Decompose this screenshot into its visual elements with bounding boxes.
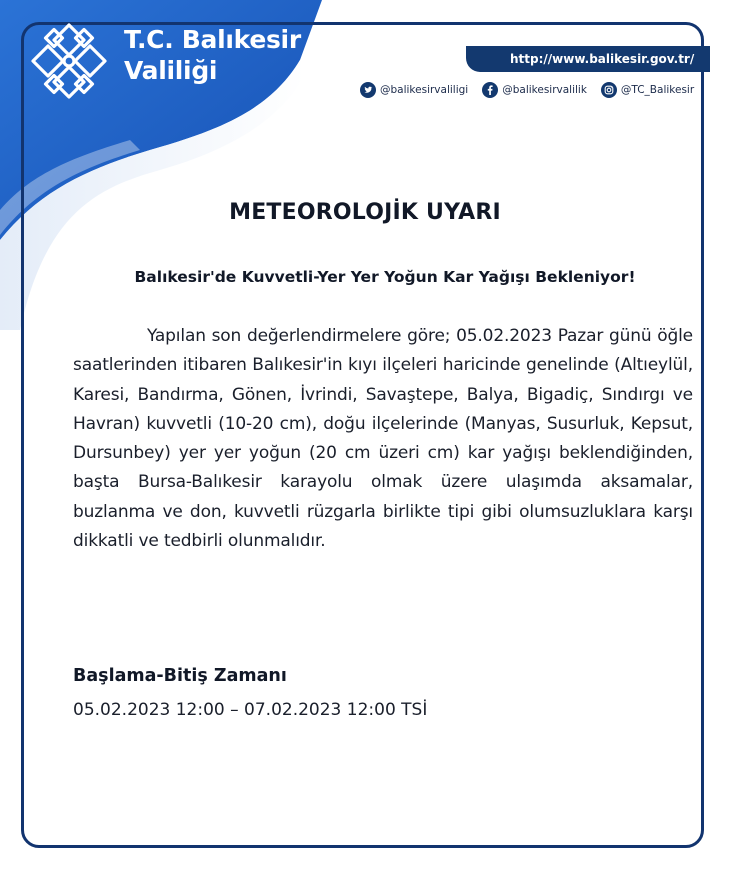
notice-subtitle: Balıkesir'de Kuvvetli-Yer Yer Yoğun Kar Yağışı Bekleniyor! xyxy=(134,268,636,286)
social-instagram[interactable] xyxy=(601,82,694,98)
timing-value: 05.02.2023 12:00 – 07.02.2023 12:00 TSİ xyxy=(73,700,428,720)
website-link[interactable]: http://www.balikesir.gov.tr/ xyxy=(466,46,710,72)
instagram-handle: @TC_Balikesir xyxy=(620,84,695,96)
twitter-icon xyxy=(360,82,376,98)
timing-label: Başlama-Bitiş Zamanı xyxy=(73,666,287,686)
brand-name xyxy=(124,24,301,86)
notice-body: Yapılan son değerlendirmelere göre; 05.02.2023 Pazar günü öğle saatlerinden itibaren Balıkesir'in kıyı ilçeleri haricinde genelinde (Altıeylül, Karesi, Bandırma, Gönen, İvrindi, Savaştepe, Balya, Bigadiç, Sındırgı ve Havran) kuvvetli (10-20 cm), doğu ilçelerinde (Manyas, Susurluk, Kepsut, Dursunbey) yer yer yoğun (20 cm üzeri cm) kar yağışı beklendiğinden, başta Bursa-Balıkesir karayolu olmak üzere ulaşımda aksamalar, buzlanma ve don, kuvvetli rüzgarla birlikte tipi gibi olumsuzluklara karşı dikkatli ve tedbirli olunmalıdır. xyxy=(73,326,693,552)
twitter-handle: @balikesirvaliligi xyxy=(380,84,469,96)
brand-line-2: Valiliği xyxy=(124,56,218,85)
social-twitter[interactable] xyxy=(360,82,468,98)
social-facebook[interactable] xyxy=(482,82,587,98)
facebook-icon xyxy=(482,82,498,98)
facebook-handle: @balikesirvalilik xyxy=(502,84,587,96)
brand-line-1: T.C. Balıkesir xyxy=(124,25,301,54)
instagram-icon xyxy=(601,82,617,98)
social-media-bar xyxy=(360,80,694,100)
governorship-logo-icon xyxy=(28,20,110,102)
notice-title: METEOROLOJİK UYARI xyxy=(229,200,501,225)
